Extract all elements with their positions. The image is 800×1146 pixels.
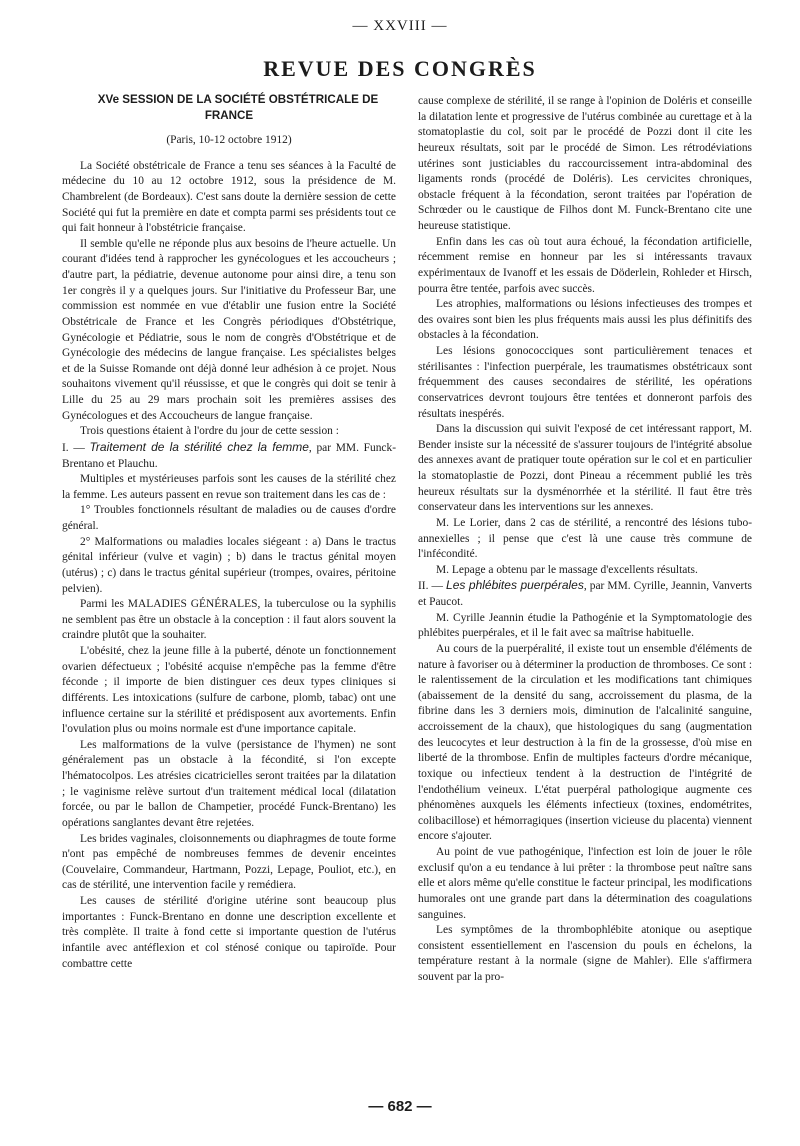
question-two-heading bbox=[418, 578, 752, 610]
question-number: I. — bbox=[62, 441, 85, 454]
paragraph: M. Le Lorier, dans 2 cas de stérilité, a rencontré des lésions tubo-annexielles ; il pense que c'est là une cause très commune de l'infécondité. bbox=[418, 516, 752, 561]
question-title: Les phlébites puerpérales bbox=[446, 578, 584, 593]
paragraph: Les lésions gonococciques sont particulièrement tenaces et stérilisantes : l'infection puerpérale, les traumatismes obstétricaux sont fréquemment des causes secondaires de stérilité, les opérations conservatrices devront toujours être tentées et donneront parfois des résultats inespérés. bbox=[418, 345, 752, 420]
paragraph: Les malformations de la vulve (persistance de l'hymen) ne sont généralement pas un obstacle à la fécondité, si l'on excepte l'hématocolpos. Les atrésies cicatricielles seront traitées par la dilatation ; le vaginisme relève surtout d'un traitement médical local (dilatation forcée, ou par le ballon de Champetier, procédé Funck-Brentano) les opérations sanglantes devant être rejetées. bbox=[62, 738, 396, 829]
paragraph: Dans la discussion qui suivit l'exposé de cet intéressant rapport, M. Bender insiste sur la nécessité de s'assurer toujours de l'intégrité absolue des annexes avant de pratiquer toute opération sur le col et en particulier la stomatoplastie de Pozzi, dont Pineau a récemment publié les très heureux résultats sur la dysménorrhée et la stérilité. Il faut être très conservateur dans les interventions sur les annexes. bbox=[418, 423, 752, 514]
running-header: — XXVIII — bbox=[352, 18, 448, 34]
question-authors: , par MM. Cyrille, Jeannin, Vanverts et Paucot. bbox=[418, 580, 752, 608]
paragraph: Les causes de stérilité d'origine utérine sont beaucoup plus importantes : Funck-Brentano en donne une description excellente et très complète. Il traite à fond cette si importante question de l'utérus infantile avec antéflexion et col sténosé conique ou tapiroïde. Pour combattre cette bbox=[62, 895, 396, 970]
question-number: II. — bbox=[418, 580, 443, 593]
question-authors: , par MM. Funck-Brentano et Plauchu. bbox=[62, 441, 396, 470]
paragraph: Au cours de la puerpéralité, il existe tout un ensemble d'éléments de nature à favoriser ou à déterminer la production de thromboses. Ce sont : le ralentissement de la circulation et les modifications tant chimiques (abaissement de la densité du sang, accroissement du plasma, de la fibrine dans les 3 derniers mois, diminution de l'alcalinité sanguine, accroissement de la chaux), que histologiques du sang (augmentation des leucocytes et leur destruction à la fin de la grossesse, d'où mise en liberté de la thrombose. Enfin de multiples facteurs d'ordre mécanique, toxique ou infectieux tendent à la destruction de l'intégrité de l'endothélium veineux. L'état puerpéral pathologique augmente ces phénomènes auxquels les éléments infectieux (toxines, endométrites, colibacillose) et hémorragiques (insertion vicieuse du placenta) viennent encore s'ajouter. bbox=[418, 642, 752, 843]
section-title: REVUE DES CONGRÈS bbox=[263, 56, 537, 81]
paragraph: cause complexe de stérilité, il se range à l'opinion de Doléris et conseille la dilatation lente et progressive de l'utérus combinée au curettage et à la stomatoplastie du col, soit par le procédé de Pozzi dont il cite les heureux résultats, soit par le procédé de Simon. Les rétrodéviations utérines sont justiciables du raccourcissement intra-abdominal des ligaments ronds (procédé de Doléris). Les cervicites chroniques, obstacle fréquent à la fécondation, seront traitées par l'opération de Schrœder ou le caustique de Filhos dont M. Funck-Brentano cite une heureuse statistique. bbox=[418, 95, 752, 232]
paragraph: Au point de vue pathogénique, l'infection est loin de jouer le rôle exclusif qu'on a eu tendance à lui prêter : la thrombose peut naître sans elle et alors même qu'elle constitue le facteur principal, les modifications humorales ont une grande part dans la détermination des coagulations sanguines. bbox=[418, 846, 752, 921]
paragraph: M. Lepage a obtenu par le massage d'excellents résultats. bbox=[436, 563, 698, 576]
question-title: Traitement de la stérilité chez la femme bbox=[89, 439, 309, 454]
paragraph: M. Cyrille Jeannin étudie la Pathogénie et la Symptomatologie des phlébites puerpérales, et il le fait avec sa maîtrise habituelle. bbox=[418, 611, 752, 640]
question-one-heading bbox=[62, 440, 396, 472]
right-column bbox=[418, 94, 752, 1084]
article-dateline: (Paris, 10-12 octobre 1912) bbox=[166, 134, 292, 146]
paragraph: Les atrophies, malformations ou lésions infectieuses des trompes et des ovaires sont bien les plus fréquents mais aussi les plus définitifs des obstacles à la fécondation. bbox=[418, 298, 752, 342]
paragraph: Enfin dans les cas où tout aura échoué, la fécondation artificielle, récemment remise en honneur par les si intéressants travaux expérimentaux de Ivanoff et les essais de Döderlein, Rohleder et Hirsch, pourra être tentée, parfois avec succès. bbox=[418, 235, 752, 295]
paragraph: 1° Troubles fonctionnels résultant de maladies ou de causes d'ordre général. bbox=[62, 504, 396, 532]
page-number: — 682 — bbox=[368, 1098, 432, 1115]
left-column bbox=[62, 92, 396, 1082]
paragraph: La Société obstétricale de France a tenu ses séances à la Faculté de médecine du 10 au 12 octobre 1912, sous la présidence de M. Chambrelent (de Bordeaux). C'est sans doute la dernière session de cette Société qui fut la première en date et compta parmi ses présidents tout ce qui fait honneur à l'obstétricie française. bbox=[62, 159, 396, 235]
paragraph: Multiples et mystérieuses parfois sont les causes de la stérilité chez la femme. Les auteurs passent en revue son traitement dans les cas de : bbox=[62, 473, 396, 501]
paragraph: Les symptômes de la thrombophlébite atonique ou aseptique consistent essentiellement en l'ascension du pouls en échelons, la température restant à la normale (signe de Mahler). Elle s'affirmera souvent par la pro- bbox=[418, 924, 752, 983]
paragraph: L'obésité, chez la jeune fille à la puberté, dénote un fonctionnement ovarien défectueux ; l'obésité acquise n'empêche pas la femme d'être féconde ; il importe de bien distinguer ces deux types cliniques si différents. Les intoxications (sulfure de carbone, plomb, tabac) ont une influence certaine sur la stérilité et prédisposent aux avortements. Enfin l'ovulation plus ou moins normale est d'une importance capitale. bbox=[62, 645, 396, 736]
paragraph: Il semble qu'elle ne réponde plus aux besoins de l'heure actuelle. Un courant d'idées tend à rapprocher les gynécologues et les accoucheurs ; d'autre part, la pédiatrie, devenue autonome pour ainsi dire, a tenu son 1er congrès il y a quelques jours. Sur l'initiative du Professeur Bar, une commission est nommée en vue d'établir une fusion entre la Société Obstétricale de France et les Congrès périodiques d'Obstétrique, Gynécologie et Pédiatrie, sous le nom de congrès d'Obstétrique et de Gynécologie des médecins de langue française. Les spécialistes belges et de la Suisse Romande ont déjà donné leur adhésion à ce projet. Nous souhaitons vivement qu'il réussisse, et que le congrès qui doit se tenir à Lille du 25 au 29 mars prochain soit les premières assises des Gynécologues et des Accoucheurs de langue française. bbox=[62, 237, 396, 422]
paragraph: Parmi les MALADIES GÉNÉRALES, la tuberculose ou la syphilis ne semblent pas être un obstacle à la conception : il faut alors souvent la craindre plutôt que la souhaiter. bbox=[62, 598, 396, 642]
paragraph: Trois questions étaient à l'ordre du jour de cette session : bbox=[80, 425, 339, 438]
paragraph: Les brides vaginales, cloisonnements ou diaphragmes de toute forme n'ont pas empêché de nombreuses femmes de devenir enceintes (Couvelaire, Commandeur, Hartmann, Pozzi, Lepage, Pouliot, etc.), en cas de stérilité, une intervention facile y remédiera. bbox=[62, 832, 396, 892]
article-title: XVe SESSION DE LA SOCIÉTÉ OBSTÉTRICALE DE FRANCE bbox=[97, 93, 379, 122]
paragraph: 2° Malformations ou maladies locales siégeant : a) Dans le tractus génital inférieur (vulve et vagin) ; b) dans le tractus génital moyen (utérus) ; c) dans le tractus génital supérieur (trompes, ovaires, péritoine pelvien). bbox=[62, 535, 396, 595]
